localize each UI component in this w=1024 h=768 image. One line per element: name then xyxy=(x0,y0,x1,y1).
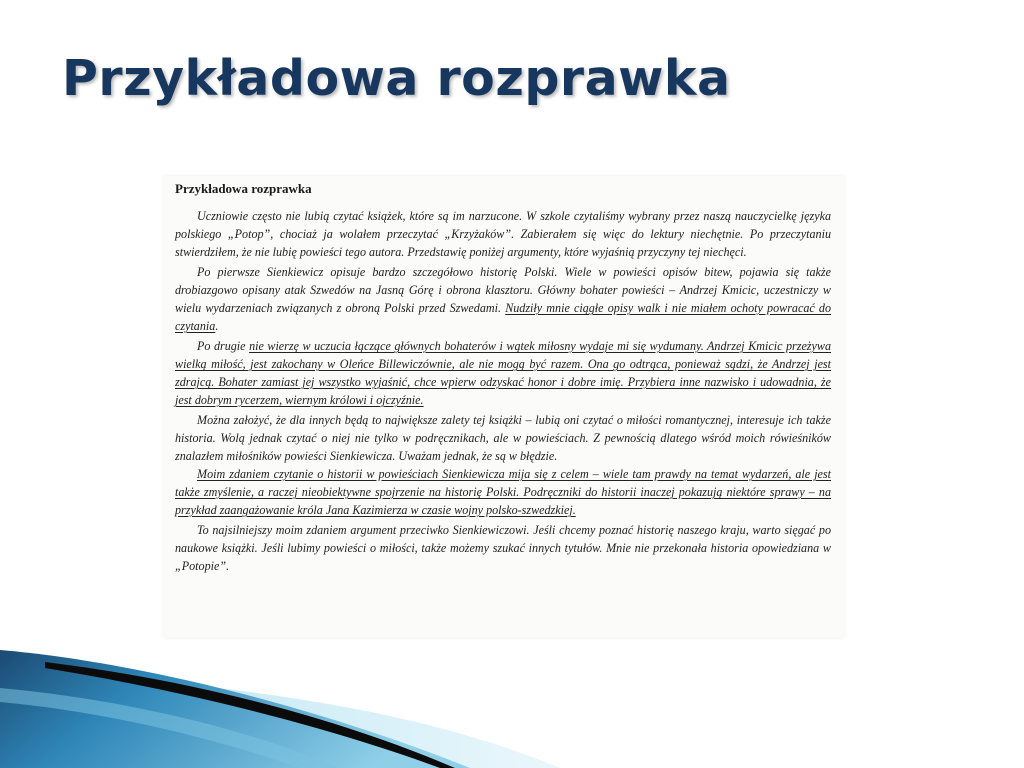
paragraph-text: Uczniowie często nie lubią czytać książek, które są im narzucone. W szkole czytaliśmy wybrany przez naszą nauczycielkę języka polskiego „Potop”, chociaż ja wolałem przeczytać „Krzyżaków”. Zabierałem się więc do lektury niechętnie. Po przeczytaniu stwierdziłem, że nie lubię powieści tego autora. Przedstawię poniżej argumenty, które wyjaśnią przyczyny tej niechęci. xyxy=(175,209,831,259)
paragraph-text: Można założyć, że dla innych będą to największe zalety tej książki – lubią oni czytać o miłości romantycznej, interesuje ich także historia. Wolą jednak czytać o niej nie tylko w podręcznikach, ale w powieściach. Z pewnością dlatego wśród moich rówieśników znalazłem miłośników powieści Sienkiewicza. Uważam jednak, że są w błędzie. xyxy=(175,413,831,463)
document-heading: Przykładowa rozprawka xyxy=(175,181,312,196)
underlined-thesis: Moim zdaniem czytanie o historii w powieściach Sienkiewicza mija się z celem – wiele tam prawdy na temat wydarzeń, ale jest także zmyślenie, a raczej nieobiektywne spojrzenie na historię Polski. Podręczniki do historii inaczej pokazują niektóre sprawy – na przykład zaangażowanie króla Jana Kazimierza w czasie wojny polsko-szwedzkiej. xyxy=(175,467,831,517)
paragraph-text: Po pierwsze Sienkiewicz opisuje bardzo szczegółowo historię Polski. Wiele w powieści opisów bitew, pojawia się także drobiazgowo opisany atak Szwedów na Jasną Górę i obrona klasztoru. Główny bohater powieści – Andrzej Kmicic, uczestniczy w wielu wydarzeniach związanych z obroną Polski przed Szwedami. xyxy=(175,265,831,315)
paragraph-text: To najsilniejszy moim zdaniem argument przeciwko Sienkiewiczowi. Jeśli chcemy poznać historię naszego kraju, warto sięgać po naukowe książki. Jeśli lubimy powieści o miłości, także możemy szukać innych tytułów. Mnie nie przekonała historia opowiedziana w „Potopie”. xyxy=(175,523,831,573)
underlined-thesis: nie wierzę w uczucia łączące głównych bohaterów i wątek miłosny wydaje mi się wydumany. Andrzej Kmicic przeżywa wielką miłość, jest zakochany w Oleńce Billewiczównie, ale nie mogą być razem. Ona go odtrąca, ponieważ sądzi, że Andrzej jest zdrajcą. Bohater zamiast jej wszystko wyjaśnić, chce wpierw odzyskać honor i dobre imię. Przybiera inne nazwisko i udowadnia, że jest dobrym rycerzem, wiernym królowi i ojczyźnie. xyxy=(175,339,831,407)
paragraph-text-end: . xyxy=(215,319,219,333)
paragraph-text: Po drugie xyxy=(197,339,250,353)
underlined-thesis: Nudziły mnie ciągłe opisy walk i nie miałem ochoty powracać do czytania xyxy=(175,301,831,333)
slide-title: Przykładowa rozprawka xyxy=(62,50,731,107)
